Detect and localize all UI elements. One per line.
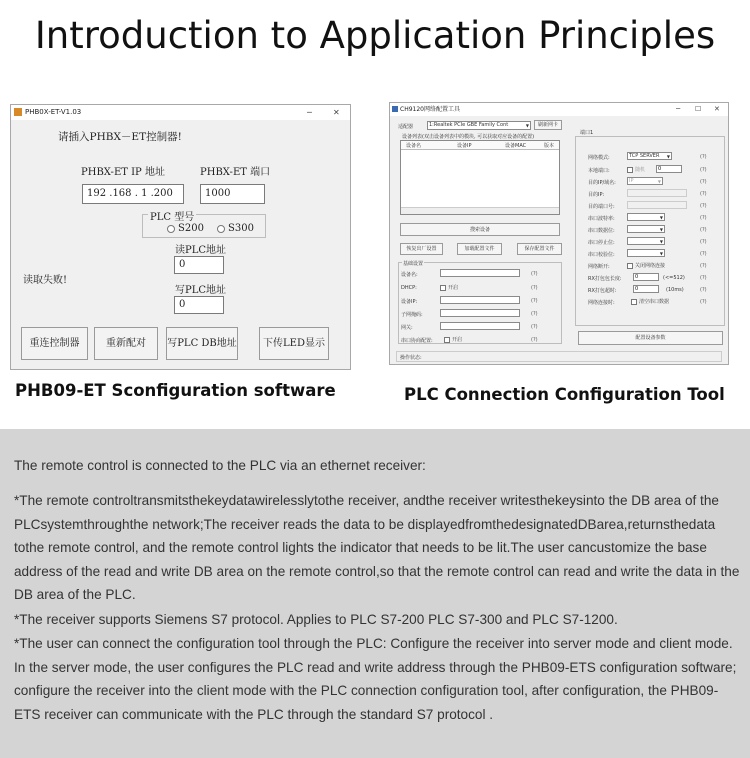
repair-button[interactable]: 重新配对 [94,327,158,360]
dest-ip-label: 目的IP: [588,192,605,198]
adapter-label: 适配器 [398,124,414,130]
help-on-connect: (?) [700,299,707,305]
help-local-port: (?) [700,167,707,173]
paragraph-config: *The user can connect the configuration tool through the PLC: Configure the receiver into server mode and client mode. In the server mode, the user configures the PLC read and write address through the PHB09-ETS configuration software; configure the receiver into the client mode with the PLC connection configuration tool, after configuration, the PHB09-ETS receiver can communicate with the PLC through the standard S7 protocol . [14,636,737,722]
app2-icon [392,106,398,112]
ip-label: PHBX-ET IP 地址 [81,167,165,178]
window-titlebar [11,105,350,120]
baud-rate-label: 串口波特率: [588,216,615,222]
help-serial-negotiation: (?) [531,337,538,343]
chevron-down-icon: ▼ [657,179,661,184]
random-port-checkbox[interactable] [627,166,645,173]
col-version: 版本 [544,143,555,149]
config-device-button[interactable]: 配置设备参数 [578,331,723,345]
upload-led-display-button[interactable]: 下传LED显示 [259,327,329,360]
help-gateway: (?) [531,324,538,330]
help-rx-timeout: (?) [700,287,707,293]
chevron-down-icon: ▼ [525,123,529,128]
dest-type-select[interactable] [627,177,663,185]
serial-negotiation-checkbox[interactable] [444,336,462,343]
serial-negotiation-box [444,337,450,343]
radio-s300-label: S300 [228,223,254,234]
parity-select[interactable] [627,249,665,257]
read-plc-address-label: 读PLC地址 [175,245,227,256]
device-list-label: 设备列表(双击设备列表中的模块, 可以获取对应设备的配置) [402,134,535,140]
rx-length-label: RX打包包长度: [588,276,622,282]
help-dest-ip: (?) [700,191,707,197]
search-device-button[interactable]: 搜索设备 [400,223,560,236]
paragraph-intro: The remote control is connected to the PLC via an ethernet receiver: [14,458,426,473]
minimize-icon[interactable]: ─ [307,108,312,117]
ch9120-config-window [389,102,729,365]
caption-left: PHB09-ET Sconfiguration software [15,381,336,400]
rx-timeout-label: RX打包超时: [588,288,617,294]
adapter-select[interactable] [427,121,531,130]
radio-s300[interactable] [217,223,254,234]
device-name-label: 设备名: [401,272,418,278]
help-dest-port: (?) [700,203,707,209]
on-connect-label: 网络连接时: [588,300,615,306]
help-device-name: (?) [531,271,538,277]
random-port-box [627,167,633,173]
horizontal-scrollbar[interactable] [401,207,559,214]
col-device-name: 设备名 [406,143,422,149]
radio-s300-circle [217,225,225,233]
tab-port1[interactable]: 端口1 [580,130,594,136]
rx-timeout-input[interactable]: 0 [633,285,659,293]
device-list-table[interactable] [400,140,560,215]
rx-timeout-unit: (10ms) [666,287,684,293]
basic-settings-label: 基础设置 [403,261,424,267]
ip-address-field[interactable]: 192 .168 . 1 .200 [82,184,184,204]
local-port-label: 本地端口: [588,168,610,174]
help-baud-rate: (?) [700,215,707,221]
dest-ip-domain-label: 目的IP/域名: [588,180,616,186]
reconnect-controller-button[interactable]: 重连控制器 [21,327,88,360]
close-icon[interactable]: ✕ [333,108,340,117]
dest-ip-input[interactable] [627,189,687,197]
dhcp-label: DHCP: [401,285,417,291]
maximize2-icon[interactable]: ☐ [695,105,702,113]
plc-model-label: PLC 型号 [148,208,196,223]
status-bar [396,351,722,362]
gateway-label: 网关: [401,325,413,331]
clear-serial-checkbox[interactable] [631,298,669,305]
device-name-input[interactable] [440,269,520,277]
chevron-down-icon: ▼ [666,154,670,159]
insert-prompt: 请插入PHBX－ET控制器! [58,131,182,143]
radio-s200-circle [167,225,175,233]
dhcp-checkbox-box [440,285,446,291]
dhcp-checkbox-label: 开启 [448,285,459,291]
adapter-value: 1:Realtek PCIe GBE Family Cont [429,122,509,128]
load-config-button[interactable]: 加载配置文件 [457,243,502,255]
rx-length-unit: (<=512) [663,275,685,281]
factory-reset-button[interactable]: 恢复出厂设置 [400,243,443,255]
stop-bits-select[interactable] [627,237,665,245]
dhcp-checkbox[interactable] [440,284,458,291]
network-mode-select[interactable] [627,152,672,160]
stop-bits-label: 串口停止位: [588,240,615,246]
device-ip-input[interactable] [440,296,520,304]
chevron-down-icon: ▼ [659,239,663,244]
paragraph-protocol: *The receiver supports Siemens S7 protocol. Applies to PLC S7-200 PLC S7-300 and PLC S7-1200. [14,612,618,627]
data-bits-select[interactable] [627,225,665,233]
baud-rate-select[interactable] [627,213,665,221]
help-dhcp: (?) [531,285,538,291]
rx-length-input[interactable]: 0 [633,273,659,281]
col-device-ip: 设备IP [457,143,472,149]
caption-right: PLC Connection Configuration Tool [404,385,725,404]
window2-titlebar [390,103,728,116]
clear-serial-box [631,299,637,305]
close-connection-box [627,263,633,269]
status-text: 读取失败! [23,275,68,286]
help-device-ip: (?) [531,298,538,304]
save-config-button[interactable]: 保存配置文件 [517,243,562,255]
help-dest-type: (?) [700,179,707,185]
help-stop-bits: (?) [700,239,707,245]
phbx-config-window [10,104,351,370]
device-list-header [401,141,559,150]
network-mode-value: TCP SERVER [629,153,660,159]
network-mode-label: 网络模式: [588,155,610,161]
port-field[interactable]: 1000 [200,184,265,204]
close2-icon[interactable]: ✕ [714,105,720,113]
chevron-down-icon: ▼ [659,215,663,220]
help-rx-length: (?) [700,275,707,281]
refresh-adapter-button[interactable]: 刷新网卡 [534,120,562,130]
subnet-mask-input[interactable] [440,309,520,317]
random-port-label: 随机 [635,167,646,173]
dest-port-input[interactable] [627,201,687,209]
paragraph-remote: *The remote controltransmitsthekeydatawirelesslytothe receiver, andthe receiver writesthekeysinto the DB area of the PLCsystemthroughthe network;The receiver reads the data to be displayedfromthedesignatedDBarea,returnsthedata tothe remote control, and the remote control lights the indicator that needs to be lit.The user cancustomize the base address of the read and write DB area on the remote control,so that the remote control can read and write the data in the DB area of the PLC. [14,493,740,603]
dest-type-value: IP [629,178,634,184]
window2-title: CH9120网络配置工具 [400,106,460,113]
write-plc-db-address-button[interactable]: 写PLC DB地址 [166,327,238,360]
serial-negotiation-check-label: 开启 [452,337,463,343]
parity-label: 串口校验位: [588,252,615,258]
dest-port-label: 目的端口号: [588,204,615,210]
chevron-down-icon: ▼ [659,227,663,232]
local-port-input[interactable]: 0 [656,165,682,173]
status-bar-label: 操作状态: [400,355,422,361]
help-disconnect: (?) [700,263,707,269]
radio-s200[interactable] [167,223,204,234]
help-parity: (?) [700,251,707,257]
window-title: PHB0X-ET-V1.03 [25,108,82,116]
app-icon [14,108,22,116]
read-plc-address-field[interactable]: 0 [174,256,224,274]
minimize2-icon[interactable]: ─ [676,105,681,113]
network-disconnect-label: 网络断开: [588,264,610,270]
help-network-mode: (?) [700,154,707,160]
radio-s200-label: S200 [178,223,204,234]
help-data-bits: (?) [700,227,707,233]
close-connection-label: 关闭网络连接 [635,263,666,269]
subnet-mask-label: 子网掩码: [401,312,423,318]
help-subnet-mask: (?) [531,311,538,317]
page-title: Introduction to Application Principles [34,14,716,57]
chevron-down-icon: ▼ [659,251,663,256]
col-device-mac: 设备MAC [505,143,527,149]
data-bits-label: 串口数据位: [588,228,615,234]
close-connection-checkbox[interactable] [627,262,665,269]
port-label: PHBX-ET 端口 [200,167,271,178]
clear-serial-label: 清空串口数据 [639,299,670,305]
write-plc-address-label: 写PLC地址 [175,285,227,296]
gateway-input[interactable] [440,322,520,330]
serial-negotiation-label: 串口协商配置: [401,338,433,344]
device-ip-label: 设备IP: [401,299,418,305]
write-plc-address-field[interactable]: 0 [174,296,224,314]
